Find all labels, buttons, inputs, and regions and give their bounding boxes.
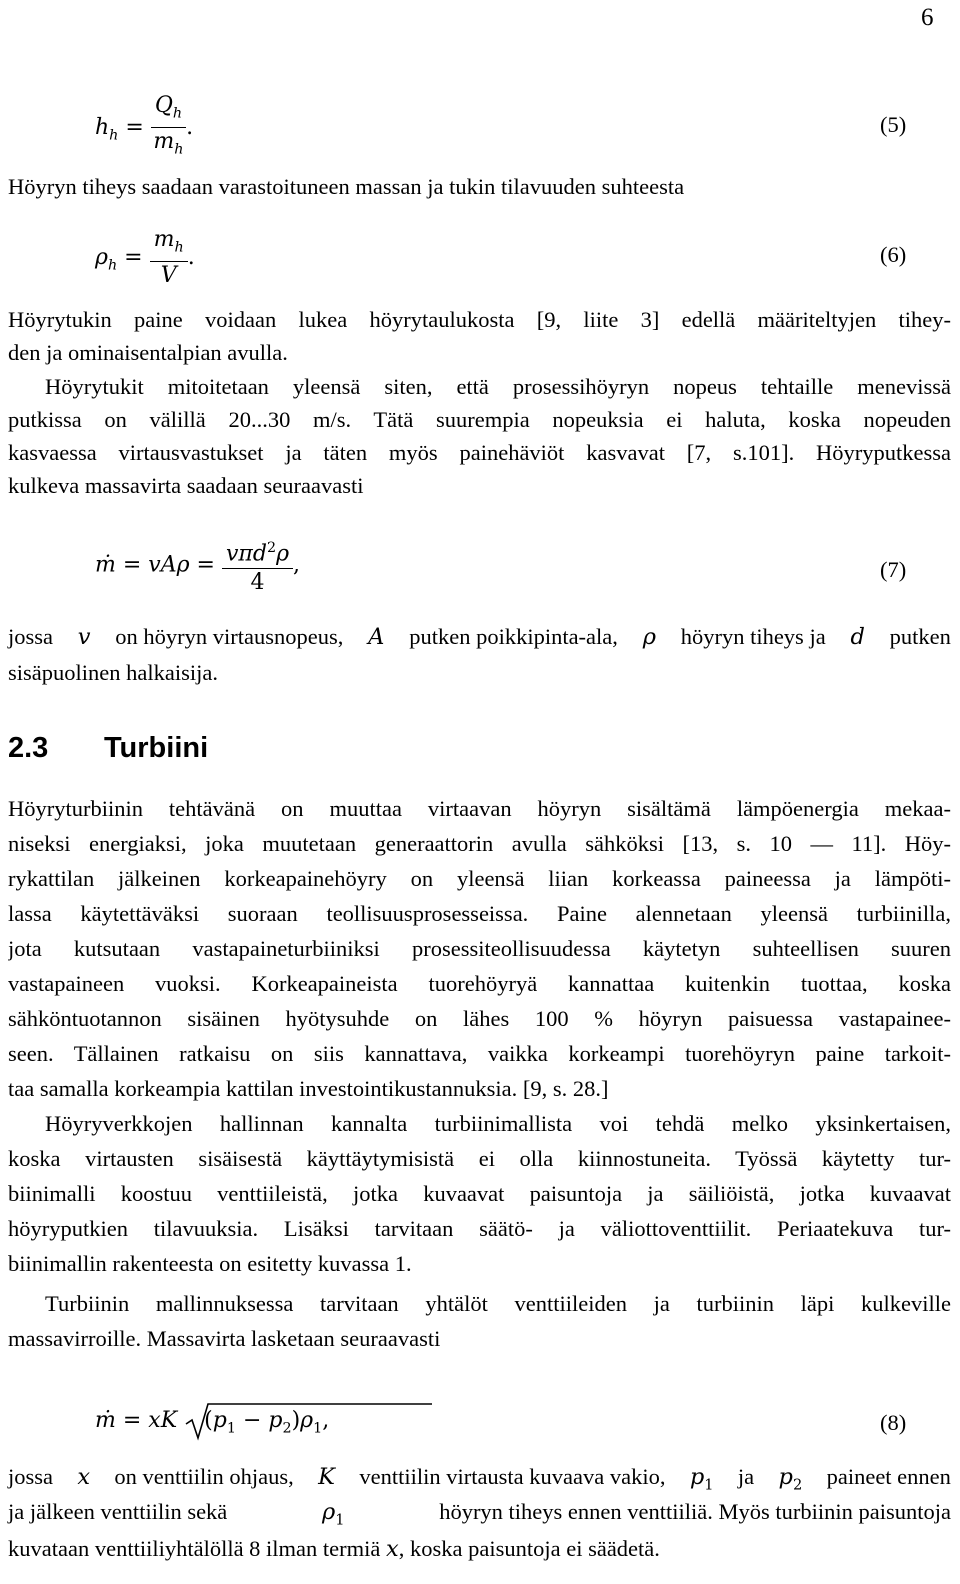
text-line: Höyrytukit mitoitetaan yleensä siten, että prosessihöyryn nopeus tehtaille menevissä bbox=[45, 374, 951, 399]
text-line: Höyrytukin paine voidaan lukea höyrytaulukosta [9, liite 3] edellä määriteltyjen tihey- bbox=[8, 307, 951, 332]
text: on höyryn virtausnopeus, bbox=[115, 624, 344, 649]
equation-number-8: (8) bbox=[880, 1410, 907, 1435]
equation-6: $\rho_h$ = $\frac{m_h}{V}$ . bbox=[95, 227, 195, 289]
text-line: sähköntuotannon sisäinen hyötysuhde on lähes 100 % höyryn paisuessa vastapainee- bbox=[8, 1006, 951, 1031]
text: ja bbox=[737, 1464, 755, 1489]
text-line: biinimallin rakenteesta on esitetty kuvassa 1. bbox=[8, 1251, 412, 1276]
equation-5: $h_h$ = $\frac{Q_h}{m_h}$ . bbox=[95, 93, 194, 158]
symbol-p2: $p_2$ bbox=[778, 1464, 803, 1494]
text-line: Turbiinin mallinnuksessa tarvitaan yhtälöt venttiileiden ja turbiinin läpi kulkeville bbox=[45, 1291, 951, 1316]
text: , koska paisuntoja ei säädetä. bbox=[398, 1536, 660, 1561]
page-number: 6 bbox=[921, 4, 934, 31]
section-number: 2.3 bbox=[8, 732, 49, 764]
text-line: seen. Tällainen ratkaisu on siis kannattava, vaikka korkeampi tuorehöyryn paine tarkoit- bbox=[8, 1041, 951, 1066]
text-line: taa samalla korkeampia kattilan investointikustannuksia. [9, s. 28.] bbox=[8, 1076, 609, 1101]
text-line: putkissa on välillä 20...30 m/s. Tätä suurempia nopeuksia ei haluta, koska nopeuden bbox=[8, 407, 951, 432]
text: höyryn tiheys ja bbox=[680, 624, 826, 649]
text: jossa bbox=[8, 624, 53, 649]
symbol-x: x bbox=[77, 1464, 91, 1490]
text-line: Höyryturbiinin tehtävänä on muuttaa virtaavan höyryn sisältämä lämpöenergia mekaa- bbox=[8, 796, 951, 821]
text: paineet ennen bbox=[826, 1464, 951, 1489]
text-line: höyryputkien tilavuuksia. Lisäksi tarvitaan säätö- ja väliottoventtiilit. Periaatekuva tur- bbox=[8, 1216, 951, 1241]
text-line: vastapaineen vuoksi. Korkeapaineista tuorehöyryä kannattaa kuitenkin tuottaa, koska bbox=[8, 971, 951, 996]
text-line: den ja ominaisentalpian avulla. bbox=[8, 340, 288, 365]
jossa-line-7 bbox=[8, 622, 951, 652]
equation-number-5: (5) bbox=[880, 112, 907, 137]
text-line: koska virtausten sisäisestä käyttäytymisistä ei olla kiinnostuneita. Työssä käytetty tur- bbox=[8, 1146, 951, 1171]
symbol-rho1: $\rho_1$ bbox=[321, 1499, 345, 1529]
text-line: biinimalli koostuu venttiileistä, jotka kuvaavat paisuntoja ja säiliöistä, jotka kuvaavat bbox=[8, 1181, 951, 1206]
symbol-x: x bbox=[386, 1536, 399, 1562]
text-line: Höyryverkkojen hallinnan kannalta turbiinimallista voi tehdä melko yksinkertaisen, bbox=[45, 1111, 951, 1136]
section-title: Turbiini bbox=[104, 732, 209, 764]
text-line: massavirroille. Massavirta lasketaan seuraavasti bbox=[8, 1326, 441, 1351]
equation-number-6: (6) bbox=[880, 242, 907, 267]
text-line bbox=[8, 1497, 951, 1536]
equation-8: ṁ = xK $(p_1 - p_2)\rho_1$, bbox=[95, 1408, 329, 1436]
text-line: rykattilan jälkeinen korkeapainehöyry on yleensä liian korkeassa paineessa ja lämpöti- bbox=[8, 866, 951, 891]
text-line: lassa käytettäväksi suoraan teollisuusprosesseissa. Paine alennetaan yleensä turbiinilla, bbox=[8, 901, 951, 926]
text: on venttiilin ohjaus, bbox=[114, 1464, 294, 1489]
symbol-d: d bbox=[850, 624, 865, 650]
symbol-K: K bbox=[318, 1464, 335, 1490]
text-line: kasvaessa virtausvastukset ja täten myös painehäviöt kasvavat [7, s.101]. Höyryputkessa bbox=[8, 440, 951, 465]
radical-sign-icon bbox=[184, 1402, 434, 1442]
text-line bbox=[8, 1534, 951, 1564]
jossa-line-8 bbox=[8, 1462, 951, 1501]
text-line: jota kutsutaan vastapaineturbiiniksi prosessiteollisuudessa käytetyn suhteellisen suuren bbox=[8, 936, 951, 961]
square-root: $(p_1 - p_2)\rho_1$ bbox=[184, 1408, 322, 1436]
symbol-p1: $p_1$ bbox=[689, 1464, 714, 1494]
symbol-rho: ρ bbox=[642, 624, 656, 650]
equation-number-7: (7) bbox=[880, 557, 907, 582]
text: putken bbox=[889, 624, 951, 649]
text: jossa bbox=[8, 1464, 53, 1489]
symbol-v: v bbox=[77, 624, 91, 650]
text-line: kulkeva massavirta saadaan seuraavasti bbox=[8, 473, 364, 498]
text: ja jälkeen venttiilin sekä bbox=[8, 1499, 228, 1524]
equation-7: ṁ = vAρ = vπd$^2$ρ 4 , bbox=[95, 534, 300, 597]
section-heading bbox=[8, 732, 208, 765]
text: kuvataan venttiiliyhtälöllä 8 ilman termiä bbox=[8, 1536, 381, 1561]
text-line: sisäpuolinen halkaisija. bbox=[8, 660, 218, 685]
text: putken poikkipinta-ala, bbox=[409, 624, 618, 649]
symbol-A: A bbox=[368, 624, 385, 650]
text: venttiilin virtausta kuvaava vakio, bbox=[359, 1464, 666, 1489]
text-line: Höyryn tiheys saadaan varastoituneen massan ja tukin tilavuuden suhteesta bbox=[8, 174, 685, 199]
text: höyryn tiheys ennen venttiiliä. Myös turbiinin paisuntoja bbox=[439, 1499, 951, 1524]
text-line: niseksi energiaksi, joka muutetaan generaattorin avulla sähköksi [13, s. 10 — 11]. Höy- bbox=[8, 831, 951, 856]
